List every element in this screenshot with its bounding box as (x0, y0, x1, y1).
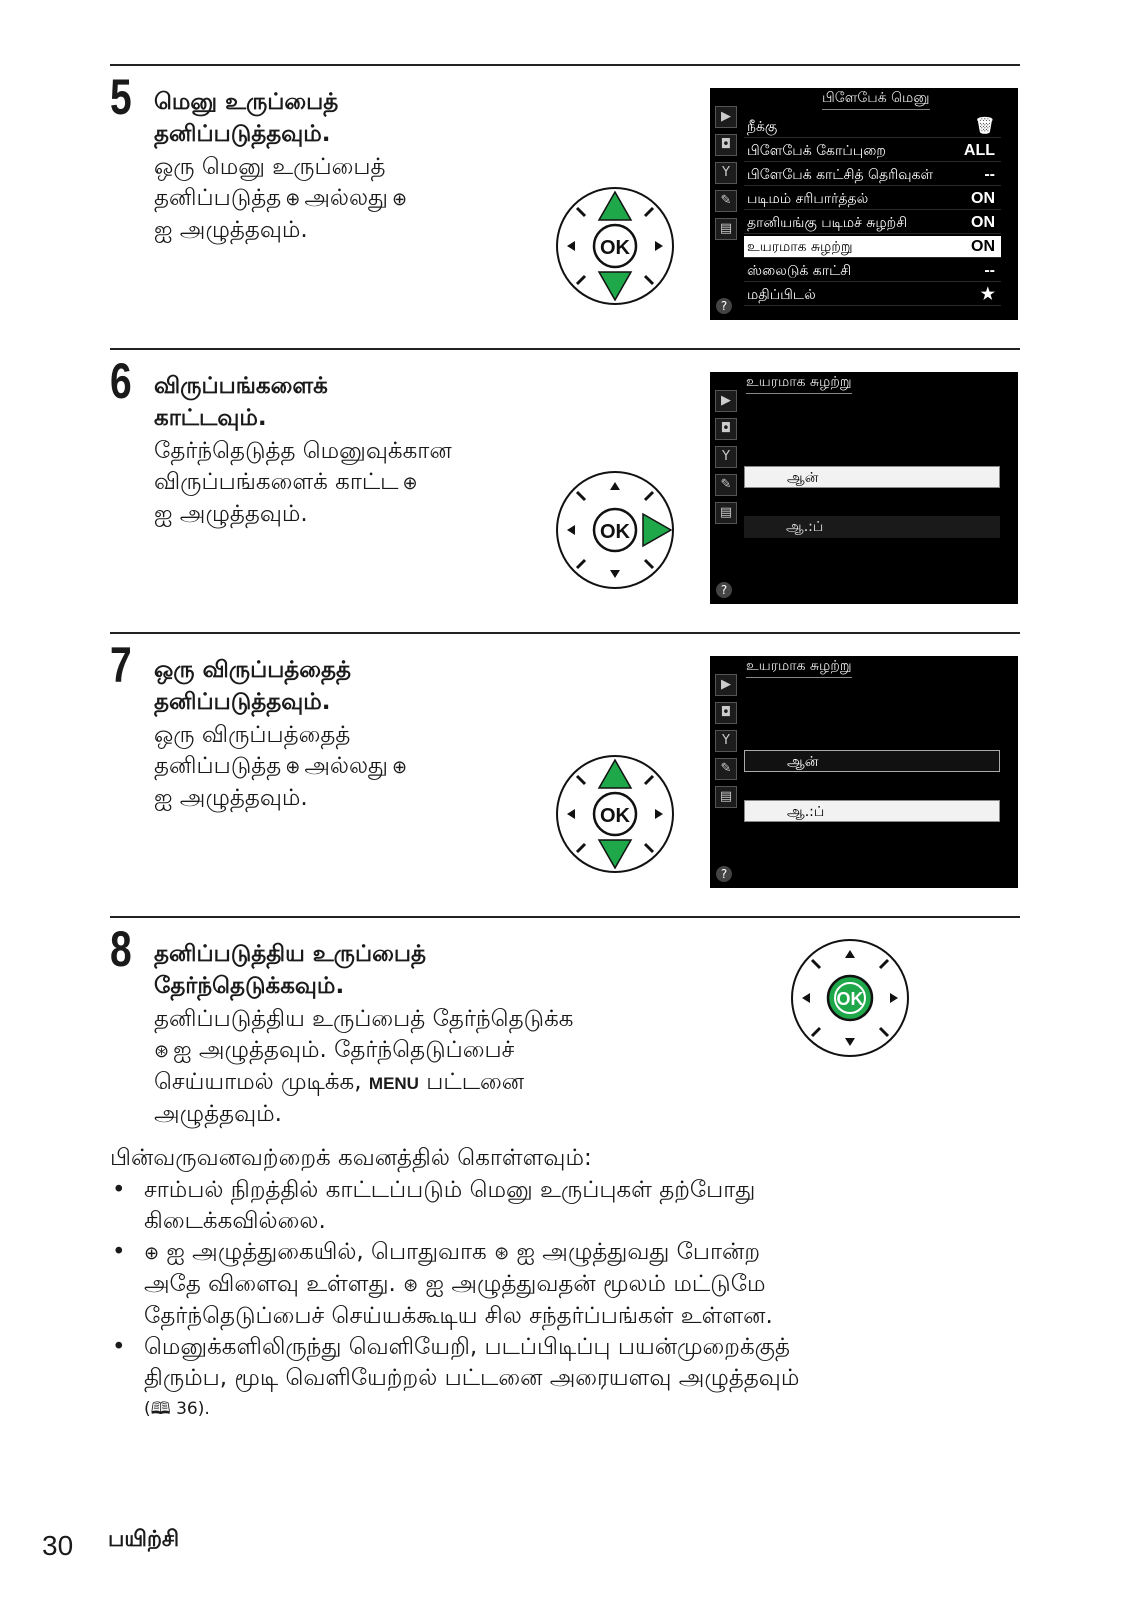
setup-tab-icon: Y (715, 162, 737, 184)
help-icon: ? (716, 298, 732, 314)
menu-item-image-review[interactable]: படிமம் சரிபார்த்தல் ON (744, 188, 1001, 210)
screen-title: உயரமாக சுழற்று (746, 658, 852, 678)
notes-lead: பின்வருவனவற்றைக் கவனத்தில் கொள்ளவும்: (110, 1145, 592, 1171)
my-menu-tab-icon: ▤ (715, 218, 737, 240)
list-item: • சாம்பல் நிறத்தில் காட்டப்படும் மெனு உருப்புகள் தற்போது கிடைக்கவில்லை. (110, 1175, 1020, 1237)
retouch-tab-icon: ✎ (715, 190, 737, 212)
down-button-icon: ⊕ (392, 189, 408, 210)
step-body: தனிப்படுத்திய உருப்பைத் தேர்ந்தெடுக்க ⊛ ஐ அழுத்தவும். தேர்ந்தெடுப்பைச் செய்யாமல் முடிக்க, MENU பட்டனை அழுத்தவும். (154, 1006, 574, 1127)
down-button-icon: ⊕ (392, 757, 408, 778)
step-body: தேர்ந்தெடுத்த மெனுவுக்கான விருப்பங்களைக் காட்ட ⊕ ஐ அழுத்தவும். (154, 438, 452, 527)
svg-text:OK: OK (836, 989, 864, 1009)
step-number: 8 (110, 921, 132, 977)
page-reference: (🕮 36). (144, 1399, 210, 1419)
setup-tab-icon: Y (715, 446, 737, 468)
notes-list (110, 1175, 1020, 1425)
menu-button-label: MENU (368, 1074, 419, 1093)
screen-title: உயரமாக சுழற்று (746, 374, 852, 394)
menu-item-rotate-tall[interactable]: உயரமாக சுழற்று ON (744, 236, 1001, 258)
list-item: • ⊕ ஐ அழுத்துகையில், பொதுவாக ⊛ ஐ அழுத்துவது போன்ற அதே விளைவு உள்ளது. ⊛ ஐ அழுத்துவதன் மூலம் மட்டுமே தேர்ந்தெடுப்பைச் செய்யக்கூடிய சில சந்தர்ப்பங்கள் உள்ளன. (110, 1237, 1020, 1332)
notes-section (110, 1143, 1020, 1425)
menu-item-slide-show[interactable]: ஸ்லைடுக் காட்சி -- (744, 260, 1001, 282)
menu-item-delete[interactable]: நீக்கு 🗑 (744, 116, 1001, 138)
right-button-icon: ⊕ (402, 473, 418, 494)
my-menu-tab-icon: ▤ (715, 502, 737, 524)
help-icon: ? (716, 866, 732, 882)
step-title: விருப்பங்களைக் காட்டவும். (154, 373, 328, 431)
option-off[interactable]: ஆ.:ப் (744, 800, 1000, 822)
my-menu-tab-icon: ▤ (715, 786, 737, 808)
step-number: 7 (110, 637, 132, 693)
setup-tab-icon: Y (715, 730, 737, 752)
camera-screen-rotate-tall-options (710, 656, 1018, 888)
step-body: ஒரு விருப்பத்தைத் தனிப்படுத்த ⊕ அல்லது ⊕ ஐ அழுத்தவும். (154, 720, 614, 814)
step-title: தனிப்படுத்திய உருப்பைத் தேர்ந்தெடுக்கவும். (154, 941, 426, 999)
playback-tab-icon: ▶ (715, 106, 737, 128)
ok-button-icon: ⊛ (494, 1243, 510, 1264)
help-icon: ? (716, 582, 732, 598)
camera-tab-icon: ◘ (715, 702, 737, 724)
multi-selector-dpad-ok (790, 938, 910, 1058)
option-on[interactable]: ஆன் (744, 466, 1000, 488)
step-number: 6 (110, 353, 132, 409)
svg-text:OK: OK (600, 521, 630, 543)
ok-label: OK (600, 237, 630, 259)
page-number: 30 (42, 1530, 74, 1561)
step-title: ஒரு விருப்பத்தைத் தனிப்படுத்தவும். (154, 657, 352, 715)
multi-selector-dpad-up-down (555, 186, 675, 306)
list-item: • மெனுக்களிலிருந்து வெளியேறி, படப்பிடிப்பு பயன்முறைக்குத் திரும்ப, மூடி வெளியேற்றல் பட்டனை அரையளவு அழுத்தவும் (🕮 36). (110, 1332, 1020, 1425)
star-icon: ★ (980, 286, 995, 303)
playback-tab-icon: ▶ (715, 674, 737, 696)
up-button-icon: ⊕ (285, 757, 301, 778)
trash-icon: 🗑 (974, 118, 995, 135)
right-button-icon: ⊕ (144, 1243, 160, 1264)
step-body: ஒரு மெனு உருப்பைத் தனிப்படுத்த ⊕ அல்லது ⊕ ஐ அழுத்தவும். (154, 152, 614, 246)
menu-item-rating[interactable]: மதிப்பிடல் ★ (744, 284, 1001, 306)
retouch-tab-icon: ✎ (715, 758, 737, 780)
section-label: பயிற்சி (108, 1527, 180, 1552)
menu-tabs (710, 386, 740, 530)
menu-item-playback-display-options[interactable]: பிளேபேக் காட்சித் தெரிவுகள் -- (744, 164, 1001, 186)
camera-tab-icon: ◘ (715, 418, 737, 440)
option-off[interactable]: ஆ.:ப் (744, 516, 1000, 538)
svg-text:OK: OK (600, 805, 630, 827)
ok-button-icon: ⊛ (403, 1275, 419, 1296)
up-button-icon: ⊕ (285, 189, 301, 210)
menu-item-playback-folder[interactable]: பிளேபேக் கோப்புறை ALL (744, 140, 1001, 162)
multi-selector-dpad-up-down (555, 754, 675, 874)
menu-title: பிளேபேக் மெனு (822, 90, 930, 110)
camera-tab-icon: ◘ (715, 134, 737, 156)
camera-screen-rotate-tall-options (710, 372, 1018, 604)
option-on[interactable]: ஆன் (744, 750, 1000, 772)
step-number: 5 (110, 69, 132, 125)
multi-selector-dpad-right (555, 470, 675, 590)
menu-tabs (710, 102, 740, 246)
retouch-tab-icon: ✎ (715, 474, 737, 496)
menu-item-auto-image-rotation[interactable]: தானியங்கு படிமச் சுழற்சி ON (744, 212, 1001, 234)
menu-tabs (710, 670, 740, 814)
playback-tab-icon: ▶ (715, 390, 737, 412)
camera-screen-playback-menu (710, 88, 1018, 320)
step-title: மெனு உருப்பைத் தனிப்படுத்தவும். (154, 89, 339, 147)
ok-button-icon: ⊛ (154, 1041, 170, 1062)
